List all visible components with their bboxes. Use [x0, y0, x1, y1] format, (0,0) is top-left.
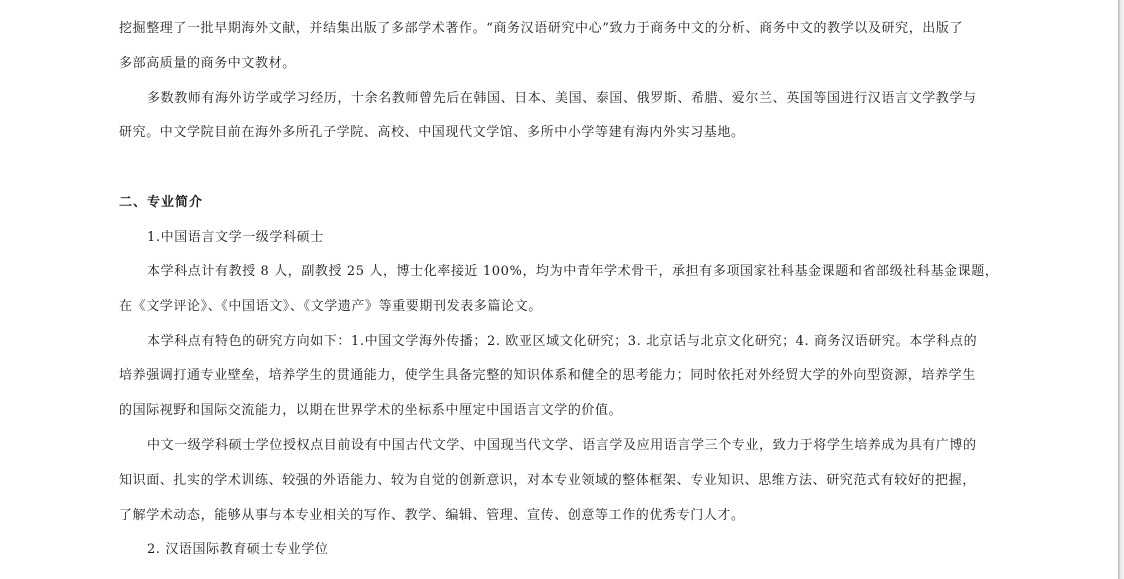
paragraph-line: 多部高质量的商务中文教材。 — [119, 56, 296, 71]
paragraph-line: 中文一级学科硕士学位授权点目前设有中国古代文学、中国现当代文学、语言学及应用语言学三个专业，致力于将学生培养成为具有广博的 — [147, 438, 977, 453]
paragraph-line: 在《文学评论》、《中国语文》、《文学遗产》等重要期刊发表多篇论文。 — [119, 299, 542, 314]
paragraph-line: 挖掘整理了一批早期海外文献，并结集出版了多部学术著作。“商务汉语研究中心”致力于商务中文的分析、商务中文的教学以及研究，出版了 — [119, 21, 964, 36]
paragraph-line: 知识面、扎实的学术训练、较强的外语能力、较为自觉的创新意识，对本专业领域的整体框架、专业知识、思维方法、研究范式有较好的把握， — [119, 473, 976, 488]
page-edge-shadow — [1118, 0, 1124, 579]
paragraph-line: 培养强调打通专业壁垒，培养学生的贯通能力，使学生具备完整的知识体系和健全的思考能力；同时依托对外经贸大学的外向型资源，培养学生 — [119, 368, 976, 383]
section-heading: 二、专业简介 — [119, 195, 204, 210]
paragraph-line: 了解学术动态，能够从事与本专业相关的写作、教学、编辑、管理、宣传、创意等工作的优秀专门人才。 — [119, 508, 745, 523]
paragraph-line: 研究。中文学院目前在海外多所孔子学院、高校、中国现代文学馆、多所中小学等建有海内外实习基地。 — [119, 125, 745, 140]
paragraph-line: 本学科点计有教授 8 人，副教授 25 人，博士化率接近 100%，均为中青年学术骨干，承担有多项国家社科基金课题和省部级社科基金课题， — [147, 264, 999, 279]
subsection-title: 1.中国语言文学一级学科硕士 — [147, 230, 324, 245]
subsection-title: 2. 汉语国际教育硕士专业学位 — [147, 542, 329, 557]
paragraph-line: 的国际视野和国际交流能力，以期在世界学术的坐标系中厘定中国语言文学的价值。 — [119, 403, 623, 418]
paragraph-line: 多数教师有海外访学或学习经历，十余名教师曾先后在韩国、日本、美国、泰国、俄罗斯、希腊、爱尔兰、英国等国进行汉语言文学教学与 — [147, 91, 977, 106]
paragraph-line: 本学科点有特色的研究方向如下：1.中国文学海外传播；2. 欧亚区域文化研究；3. 北京话与北京文化研究；4. 商务汉语研究。本学科点的 — [147, 334, 978, 349]
